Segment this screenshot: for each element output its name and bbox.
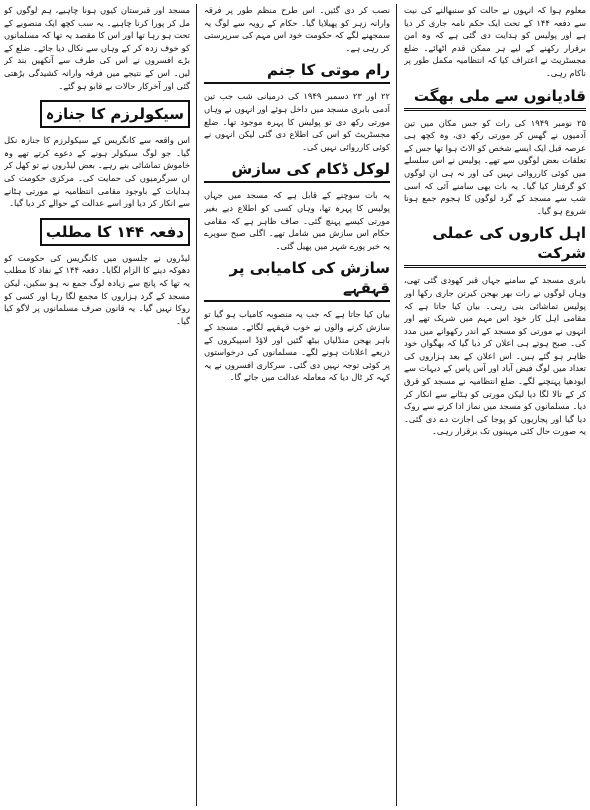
body-paragraph: بیان کیا جاتا ہے کہ جب یہ منصوبہ کامیاب ہو گیا تو سازش کرنے والوں نے خوب قہقہے لگائے۔ مسجد کے باہر بھجن منڈلیاں بیٹھ گئیں اور لاؤڈ اسپیکروں کے ذریعے اعلانات ہونے لگے۔ مسلمانوں کی درخواستوں پر کوئی توجہ نہیں دی گئی۔ سرکاری افسروں نے یہ کہہ کر ٹال دیا کہ معاملہ عدالت میں جائے گا۔ <box>204 309 390 383</box>
body-paragraph: بابری مسجد کے سامنے جہاں قبر کھودی گئی تھی، وہاں لوگوں نے رات بھر بھجن کیرتن جاری رکھا اور پولیس تماشائی بنی رہی۔ بیان کیا جاتا ہے کہ مقامی اہل کار خود اس مہم میں شریک تھے اور انہوں نے مورتی کو مسجد کے اندر رکھوانے میں مدد کی۔ صبح ہوتے ہی اعلان کر دیا گیا کہ بھگوان خود ظاہر ہو گئے ہیں۔ اس اعلان کے بعد ہزاروں کی تعداد میں لوگ فیض آباد اور آس پاس کے دیہات سے ایودھیا پہنچنے لگے۔ ضلع انتظامیہ نے مسجد کو قرق کر کے تالا لگا دیا لیکن مورتی کو ہٹانے سے انکار کر دیا۔ مسلمانوں کو مسجد میں نماز ادا کرنے سے روک دیا گیا اور پجاریوں کو پوجا کی اجازت دے دی گئی۔ یہ صورت حال کئی مہینوں تک برقرار رہی۔ <box>404 275 586 437</box>
body-paragraph: مسجد اور قبرستان کیوں ہونا چاہیے، ہم لوگوں کو مل کر پورا کرنا چاہیے۔ یہ سب کچھ ایک منصوبے کے تحت ہو رہا تھا اور اس کا مقصد یہ تھا کہ مسلمانوں کو خوف زدہ کر کے وہاں سے نکال دیا جائے۔ ضلع کے بڑے افسروں نے اس کی طرف سے آنکھیں بند کر لیں۔ اس کے نتیجے میں فرقہ وارانہ کشیدگی بڑھتی گئی اور آخرکار حالات بے قابو ہو گئے۔ <box>4 5 190 91</box>
middle-column <box>204 4 390 806</box>
body-paragraph: لیڈروں نے جلسوں میں کانگریس کی حکومت کو دھوکہ دینے کا الزام لگایا۔ دفعہ ۱۴۴ کے نفاذ کا مطلب یہ تھا کہ پانچ سے زیادہ لوگ جمع نہ ہو سکیں، لیکن مسجد کے گرد ہزاروں کا مجمع لگا رہا اور کسی کو روکا نہیں گیا۔ یہ قانون صرف مسلمانوں پر لاگو کیا گیا۔ <box>4 252 190 326</box>
section-heading: رام موتی کا جنم <box>204 60 390 84</box>
newspaper-page <box>4 4 586 806</box>
body-paragraph: ۲۲ اور ۲۳ دسمبر ۱۹۴۹ کی درمیانی شب جب تین آدمی بابری مسجد میں داخل ہوئے اور انہوں نے وہاں مورتی رکھ دی تو پولیس کا پہرہ موجود تھا۔ ضلع مجسٹریٹ کو اس کی اطلاع دی گئی لیکن انہوں نے کوئی کارروائی نہیں کی۔ <box>204 91 390 152</box>
section-heading: دفعہ ۱۴۴ کا مطلب <box>40 218 190 246</box>
body-paragraph: یہ بات سوچنے کے قابل ہے کہ مسجد میں جہاں پولیس کا پہرہ تھا، وہاں کسی کو اطلاع دیے بغیر مورتی کیسے پہنچ گئی۔ صاف ظاہر ہے کہ مقامی حکام اس سازش میں شامل تھے۔ اگلی صبح سویرے یہ خبر پورے شہر میں پھیل گئی۔ <box>204 190 390 251</box>
section-heading: قادیانوں سے ملی بھگت <box>404 86 586 111</box>
section-heading: سازش کی کامیابی پر قہقہے <box>204 258 390 302</box>
column-divider <box>196 4 197 806</box>
body-paragraph: ۲۵ نومبر ۱۹۴۹ کی رات کو جس مکان میں تین آدمیوں نے گھس کر مورتی رکھ دی، وہ کچھ ہی عرصہ قبل ایک ایسے شخص کو الاٹ ہوا تھا جس کے تعلقات بعض لوگوں سے تھے۔ پولیس نے اس سلسلے میں کوئی کارروائی نہیں کی اور نہ ہی ان لوگوں کو گرفتار کیا گیا۔ یہ بات بھی سامنے آئی کہ اسی شب سے مسجد کے گرد لوگوں کا ہجوم جمع ہونا شروع ہو گیا۔ <box>404 117 586 216</box>
section-heading: لوکل ڈکام کی سازش <box>204 159 390 183</box>
column-divider <box>396 4 397 806</box>
body-paragraph: اس واقعہ سے کانگریس کے سیکولرزم کا جنازہ نکل گیا۔ جو لوگ سیکولر ہونے کے دعوے کرتے تھے وہ خاموش تماشائی بنے رہے۔ بعض لیڈروں نے تو کھل کر ان سرگرمیوں کی حمایت کی۔ مرکزی حکومت کی ہدایات کے باوجود مقامی انتظامیہ نے مورتی ہٹانے سے انکار کر دیا اور اسے عدالت کے حوالے کر دیا گیا۔ <box>4 135 190 209</box>
left-column <box>4 4 190 806</box>
section-heading: سیکولرزم کا جنازہ <box>40 100 190 128</box>
body-paragraph: نصب کر دی گئیں۔ اس طرح منظم طور پر فرقہ وارانہ زہر کو پھیلایا گیا۔ حکام کے رویہ سے لوگ یہ سمجھنے لگے کہ حکومت خود اس مہم کی سرپرستی کر رہی ہے۔ <box>204 5 390 53</box>
right-column <box>404 4 586 806</box>
section-heading: اہل کاروں کی عملی شرکت <box>404 223 586 268</box>
body-paragraph: معلوم ہوا کہ انہوں نے حالت کو سنبھالنے کی نیت سے دفعہ ۱۴۴ کے تحت ایک حکم نامہ جاری کر دیا ہے اور پولیس کو ہدایت دی گئی ہے کہ وہ امن برقرار رکھنے کے لیے ہر ممکن قدم اٹھائے۔ ضلع مجسٹریٹ نے اعتراف کیا کہ انتظامیہ مکمل طور پر ناکام رہی۔ <box>404 5 586 78</box>
